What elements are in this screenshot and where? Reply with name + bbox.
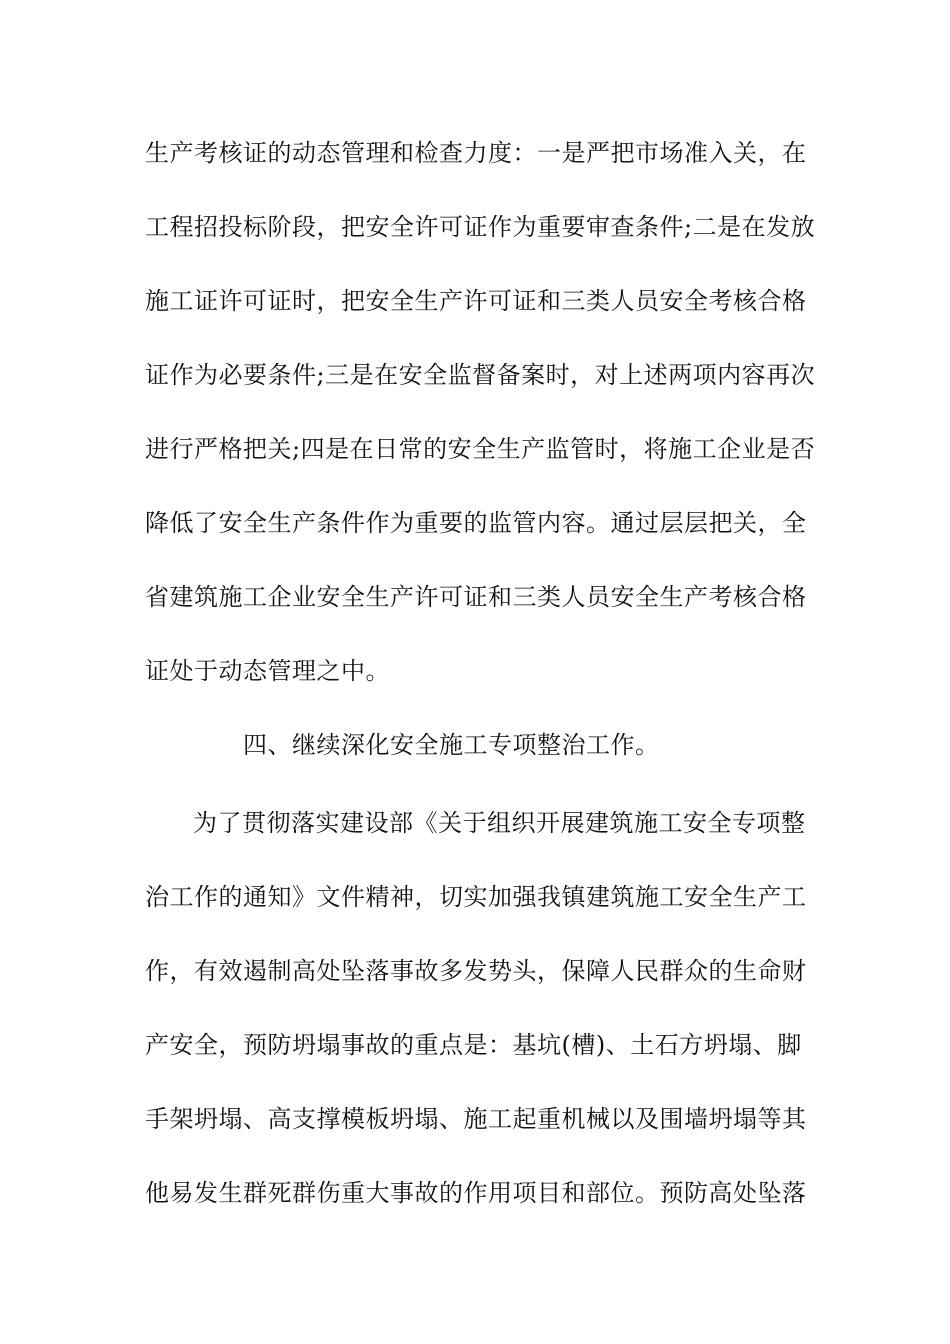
paragraph-line: 进行严格把关;四是在日常的安全生产监管时，将施工企业是否 [145,435,816,463]
paragraph-line: 降低了安全生产条件作为重要的监管内容。通过层层把关，全 [145,509,807,537]
paragraph-line: 工程招投标阶段，把安全许可证作为重要审查条件;二是在发放 [145,213,816,241]
paragraph-line: 生产考核证的动态管理和检查力度：一是严把市场准入关，在 [145,139,807,167]
paragraph-line: 省建筑施工企业安全生产许可证和三类人员安全生产考核合格 [145,583,807,611]
paragraph-line: 他易发生群死群伤重大事故的作用项目和部位。预防高处坠落 [145,1179,807,1207]
paragraph-line: 证处于动态管理之中。 [145,657,390,685]
paragraph-line: 为了贯彻落实建设部《关于组织开展建筑施工安全专项整 [193,809,806,837]
paragraph-line: 作，有效遏制高处坠落事故多发势头，保障人民群众的生命财 [145,957,807,985]
section-heading: 四、继续深化安全施工专项整治工作。 [243,731,660,759]
paragraph-line: 施工证许可证时，把安全生产许可证和三类人员安全考核合格 [145,287,807,315]
paragraph-line: 产安全，预防坍塌事故的重点是：基坑(槽)、土石方坍塌、脚 [145,1031,802,1059]
paragraph-line: 治工作的通知》文件精神，切实加强我镇建筑施工安全生产工 [145,883,807,911]
paragraph-line: 手架坍塌、高支撑模板坍塌、施工起重机械以及围墙坍塌等其 [145,1105,807,1133]
paragraph-line: 证作为必要条件;三是在安全监督备案时，对上述两项内容再次 [145,361,816,389]
